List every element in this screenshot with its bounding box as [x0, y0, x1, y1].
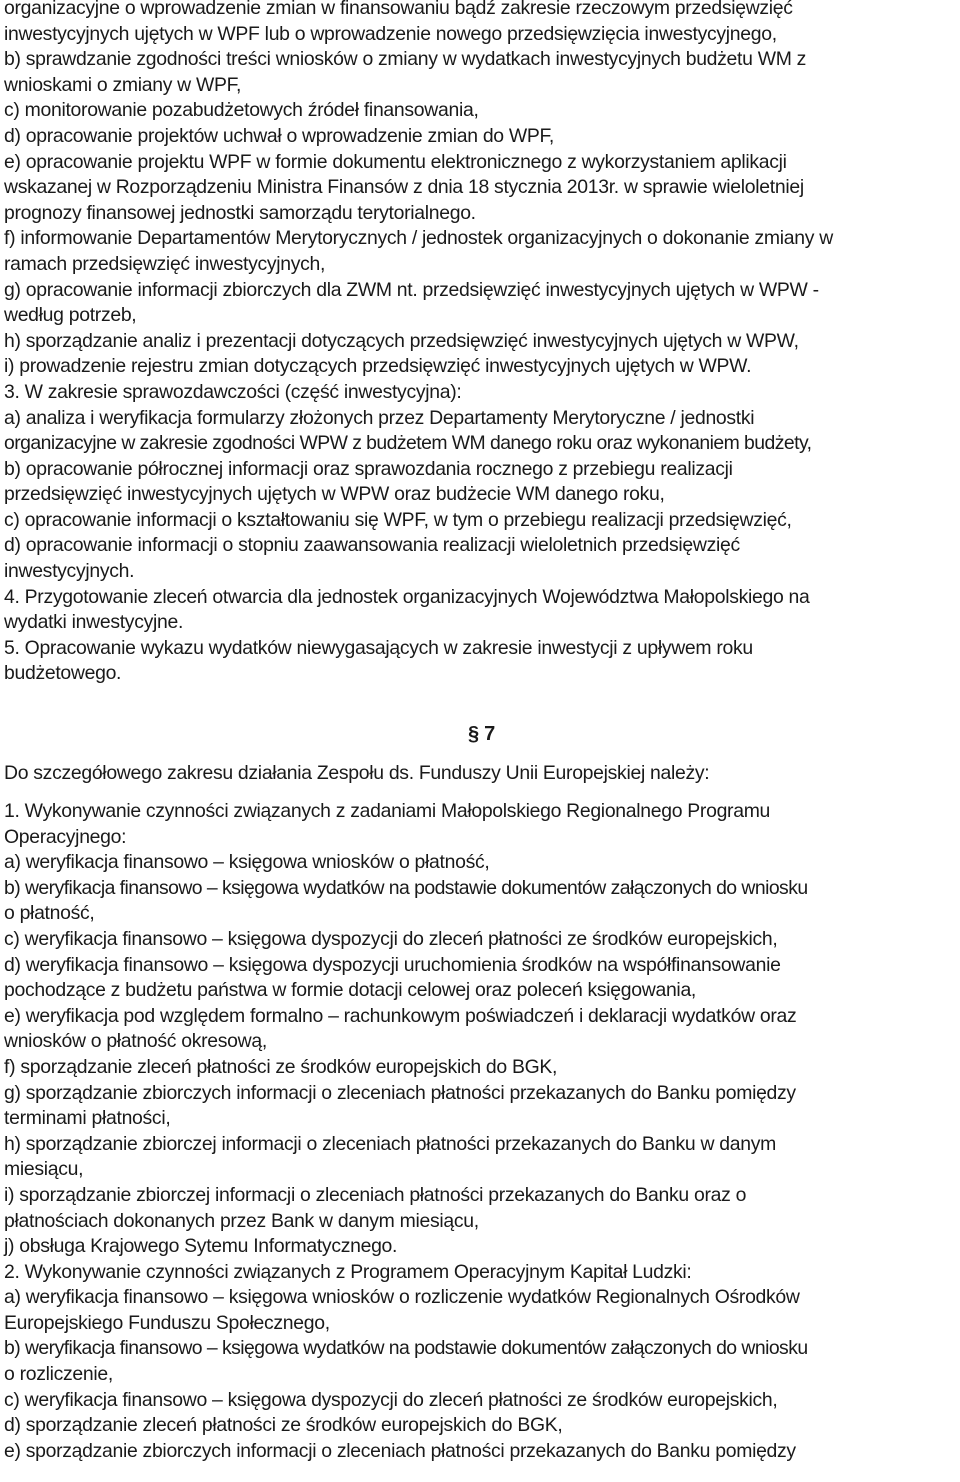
text-line: f) informowanie Departamentów Merytorycznych / jednostek organizacyjnych o dokonanie zmiany w	[4, 227, 833, 250]
text-line: płatnościach dokonanych przez Bank w danym miesiącu,	[4, 1209, 479, 1232]
text-line: d) weryfikacja finansowo – księgowa dyspozycji uruchomienia środków na współfinansowanie	[4, 953, 781, 976]
text-line: c) monitorowanie pozabudżetowych źródeł finansowania,	[4, 99, 479, 122]
text-line: Europejskiego Funduszu Społecznego,	[4, 1311, 330, 1334]
text-line: d) sporządzanie zleceń płatności ze środków europejskich do BGK,	[4, 1414, 563, 1437]
text-line: g) opracowanie informacji zbiorczych dla ZWM nt. przedsięwzięć inwestycyjnych ujętych w WPW -	[4, 278, 819, 301]
text-line: h) sporządzanie zbiorczej informacji o zleceniach płatności przekazanych do Banku w danym	[4, 1132, 776, 1155]
text-line: według potrzeb,	[4, 304, 137, 327]
text-line: organizacyjne w zakresie zgodności WPW z budżetem WM danego roku oraz wykonaniem budżety,	[4, 432, 812, 455]
text-line: 5. Opracowanie wykazu wydatków niewygasających w zakresie inwestycji z upływem roku	[4, 636, 753, 659]
text-line: c) weryfikacja finansowo – księgowa dyspozycji do zleceń płatności ze środków europejskich,	[4, 1388, 778, 1411]
text-line: c) opracowanie informacji o kształtowaniu się WPF, w tym o przebiegu realizacji przedsięwzięć,	[4, 508, 792, 531]
text-block-eu-funds	[4, 799, 960, 1464]
text-line: d) opracowanie informacji o stopniu zaawansowania realizacji wieloletnich przedsięwzięć	[4, 534, 740, 557]
text-block-intro	[4, 761, 960, 787]
text-line: przedsięwzięć inwestycyjnych ujętych w WPW oraz budżecie WM danego roku,	[4, 483, 665, 506]
text-line: b) weryfikacja finansowo – księgowa wydatków na podstawie dokumentów załączonych do wniosku	[4, 876, 808, 899]
text-line: f) sporządzanie zleceń płatności ze środków europejskich do BGK,	[4, 1055, 558, 1078]
text-line: inwestycyjnych ujętych w WPF lub o wprowadzenie nowego przedsięwzięcia inwestycyjnego,	[4, 22, 777, 45]
text-line: miesiącu,	[4, 1158, 84, 1181]
text-line: wskazanej w Rozporządzeniu Ministra Finansów z dnia 18 stycznia 2013r. w sprawie wieloletniej	[4, 176, 804, 199]
text-line: ramach przedsięwzięć inwestycyjnych,	[4, 252, 326, 275]
text-line: wydatki inwestycyjne.	[4, 611, 184, 634]
text-line: Do szczegółowego zakresu działania Zespołu ds. Funduszy Unii Europejskiej należy:	[4, 762, 710, 784]
text-line: inwestycyjnych.	[4, 560, 135, 583]
text-block-budget-section	[4, 0, 960, 687]
section-heading: § 7	[468, 723, 495, 745]
text-line: organizacyjne o wprowadzenie zmian w finansowaniu bądź zakresie rzeczowym przedsięwzięć	[4, 0, 793, 19]
text-line: e) opracowanie projektu WPF w formie dokumentu elektronicznego z wykorzystaniem aplikacji	[4, 150, 787, 173]
text-line: o rozliczenie,	[4, 1363, 113, 1386]
text-line: Operacyjnego:	[4, 825, 127, 848]
text-line: terminami płatności,	[4, 1107, 171, 1130]
text-line: 3. W zakresie sprawozdawczości (część inwestycyjna):	[4, 380, 462, 403]
text-line: a) weryfikacja finansowo – księgowa wniosków o rozliczenie wydatków Regionalnych Ośrodków	[4, 1286, 800, 1309]
text-line: a) analiza i weryfikacja formularzy złożonych przez Departamenty Merytoryczne / jednostki	[4, 406, 755, 429]
text-line: d) opracowanie projektów uchwał o wprowadzenie zmian do WPF,	[4, 124, 554, 147]
text-line: e) sporządzanie zbiorczych informacji o zleceniach płatności przekazanych do Banku pomiędzy	[4, 1439, 796, 1462]
text-line: a) weryfikacja finansowo – księgowa wniosków o płatność,	[4, 851, 490, 874]
text-line: e) weryfikacja pod względem formalno – rachunkowym poświadczeń i deklaracji wydatków oraz	[4, 1004, 797, 1027]
text-line: wnioskami o zmiany w WPF,	[4, 73, 242, 96]
text-line: pochodzące z budżetu państwa w formie dotacji celowej oraz poleceń księgowania,	[4, 979, 697, 1002]
text-line: i) sporządzanie zbiorczej informacji o zleceniach płatności przekazanych do Banku oraz o	[4, 1183, 747, 1206]
text-line: b) weryfikacja finansowo – księgowa wydatków na podstawie dokumentów załączonych do wniosku	[4, 1337, 808, 1360]
text-line: b) sprawdzanie zgodności treści wniosków o zmiany w wydatkach inwestycyjnych budżetu WM z	[4, 48, 807, 71]
text-line: 4. Przygotowanie zleceń otwarcia dla jednostek organizacyjnych Województwa Małopolskiego na	[4, 585, 810, 608]
text-line: 1. Wykonywanie czynności związanych z zadaniami Małopolskiego Regionalnego Programu	[4, 800, 771, 822]
text-line: o płatność,	[4, 902, 95, 925]
text-line: j) obsługa Krajowego Sytemu Informatycznego.	[4, 1235, 398, 1258]
text-line: i) prowadzenie rejestru zmian dotyczących przedsięwzięć inwestycyjnych ujętych w WPW.	[4, 355, 752, 378]
text-line: wniosków o płatność okresową,	[4, 1030, 267, 1053]
text-line: c) weryfikacja finansowo – księgowa dyspozycji do zleceń płatności ze środków europejskich,	[4, 927, 778, 950]
text-line: budżetowego.	[4, 662, 122, 685]
text-line: b) opracowanie półrocznej informacji oraz sprawozdania rocznego z przebiegu realizacji	[4, 457, 733, 480]
text-line: prognozy finansowej jednostki samorządu terytorialnego.	[4, 201, 476, 224]
text-line: 2. Wykonywanie czynności związanych z Programem Operacyjnym Kapitał Ludzki:	[4, 1260, 692, 1283]
text-line: g) sporządzanie zbiorczych informacji o zleceniach płatności przekazanych do Banku pomiędzy	[4, 1081, 796, 1104]
text-line: h) sporządzanie analiz i prezentacji dotyczących przedsięwzięć inwestycyjnych ujętych w WPW,	[4, 329, 799, 352]
